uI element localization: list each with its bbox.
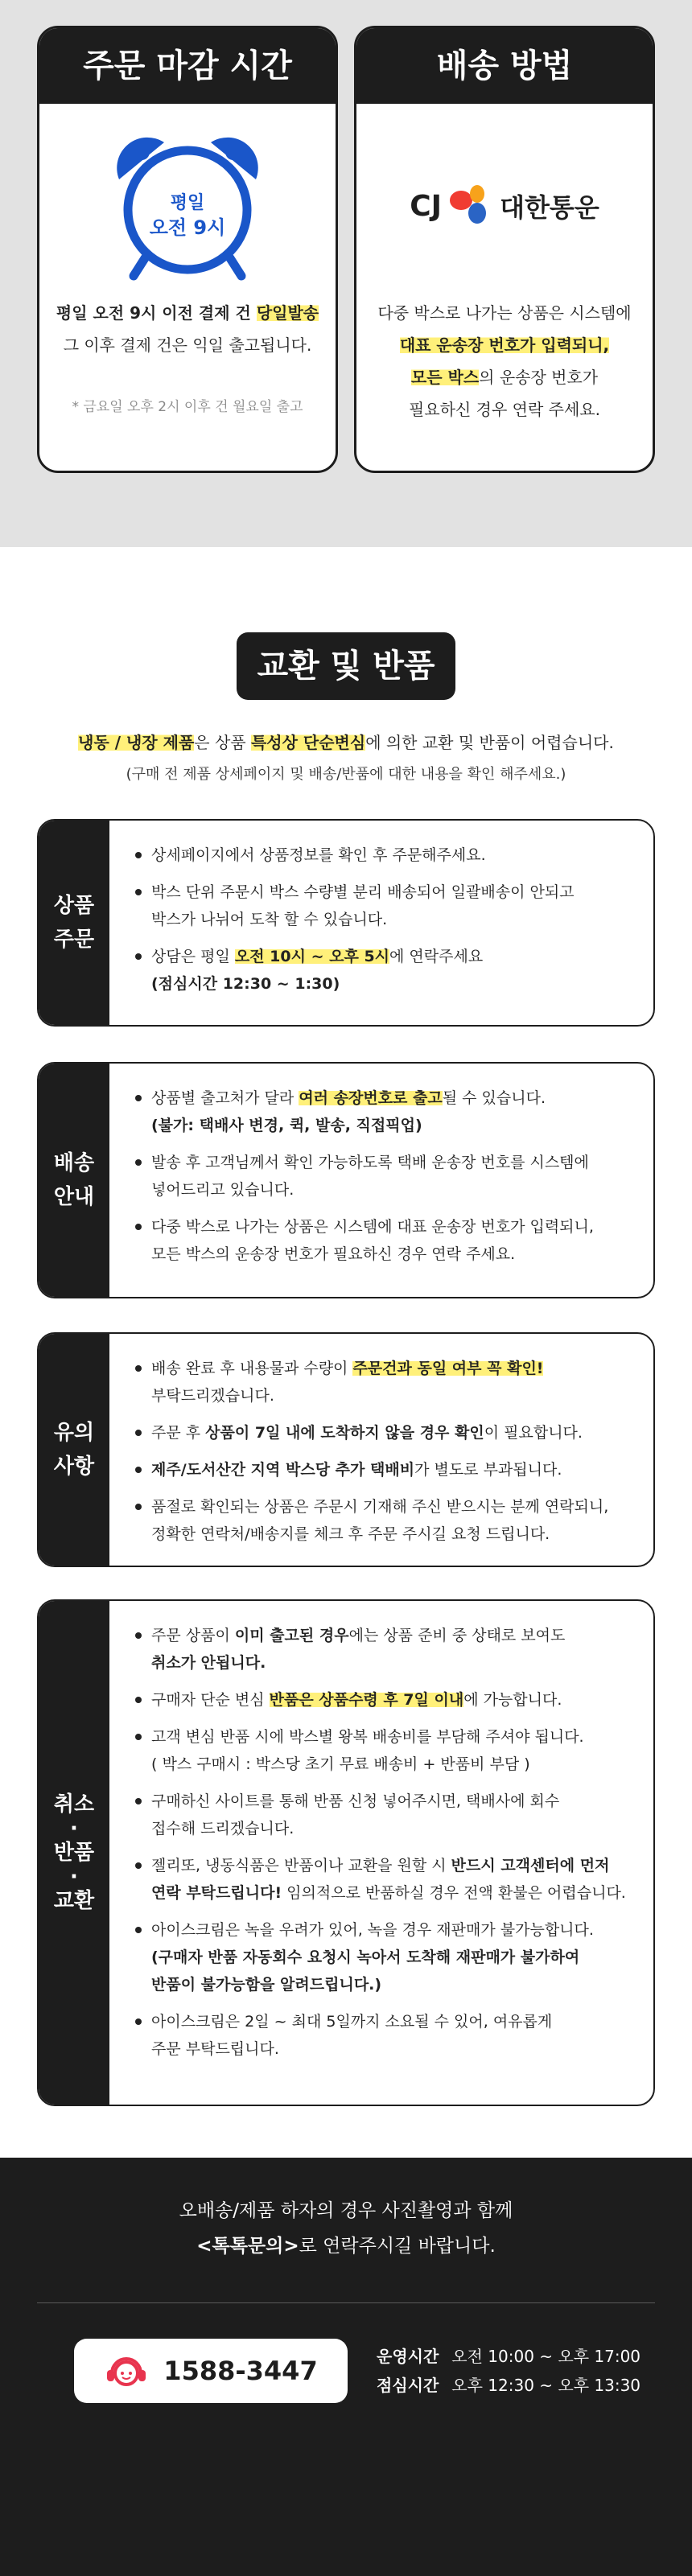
order-info-side [39, 821, 109, 1025]
exchange-lead [0, 727, 692, 758]
hours-row-2 [377, 2371, 641, 2400]
delivery-item-1-hl: 여러 송장번호로 출고 [299, 1089, 443, 1107]
hours-value-2: 오후 12:30 ~ 오후 13:30 [451, 2376, 641, 2395]
contact-footer [0, 2158, 692, 2576]
order-cutoff-line1 [39, 297, 336, 329]
shipping-line3 [356, 361, 653, 393]
delivery-item-1-b: (불가: 택배사 변경, 퀵, 발송, 직접픽업) [151, 1117, 422, 1134]
returns-item-2-pre: 구매자 단순 변심 [151, 1691, 270, 1709]
returns-item-2-hl: 반품은 상품수령 후 7일 이내 [269, 1691, 464, 1709]
cj-petal-icon [447, 183, 493, 229]
delivery-item-2a: 발송 후 고객님께서 확인 가능하도록 택배 운송장 번호를 시스템에 [151, 1154, 589, 1171]
caution-item-2-pre: 주문 후 [151, 1424, 206, 1442]
order-side-1: 상품 [53, 894, 95, 918]
exchange-title: 교환 및 반품 [237, 632, 455, 700]
returns-item-2-post: 에 가능합니다. [463, 1691, 562, 1709]
returns-side-dot2: · [70, 1865, 78, 1889]
order-item-3-pre: 상담은 평일 [151, 948, 235, 965]
caution-body [109, 1334, 653, 1566]
delivery-item-3a: 다중 박스로 나가는 상품은 시스템에 대표 운송장 번호가 입력되니, [151, 1218, 594, 1236]
order-cutoff-card [37, 26, 338, 473]
cj-logo [356, 130, 653, 282]
returns-item-5-pre: 젤리또, 냉동식품은 반품이나 교환을 원할 시 [151, 1857, 451, 1874]
delivery-item-2b: 넣어드리고 있습니다. [151, 1181, 295, 1199]
list-item [134, 1456, 629, 1483]
order-cutoff-title: 주문 마감 시간 [39, 28, 336, 104]
cj-corp-name: 대한통운 [500, 192, 599, 223]
shipping-line3-highlight: 모든 박스 [410, 368, 480, 387]
order-item-3-post: 에 연락주세요 [389, 948, 484, 965]
returns-item-4b: 접수해 드리겠습니다. [151, 1820, 295, 1837]
caution-side-2: 사항 [53, 1455, 95, 1479]
lead-end: 에 의한 교환 및 반품이 어렵습니다. [365, 733, 614, 752]
simple-change-highlight: 특성상 단순변심 [250, 733, 366, 752]
friday-note: * 금요일 오후 2시 이후 건 월요일 출고 [72, 399, 303, 415]
list-item [134, 1493, 629, 1548]
frozen-highlight: 냉동 / 냉장 제품 [78, 733, 195, 752]
lead-mid: 은 상품 [194, 733, 251, 752]
exchange-section [0, 547, 692, 2106]
returns-item-3a: 고객 변심 반품 시에 박스별 왕복 배송비를 부담해 주셔야 됩니다. [151, 1728, 584, 1746]
shipping-method-body [356, 104, 653, 426]
shipping-line1: 다중 박스로 나가는 상품은 시스템에 [377, 303, 632, 323]
caution-item-3-bold: 제주/도서산간 지역 박스당 추가 택배비 [151, 1461, 415, 1479]
returns-item-6a: 아이스크림은 녹을 우려가 있어, 녹을 경우 재판매가 불가능합니다. [151, 1921, 594, 1939]
cj-logo-letters: CJ [410, 189, 443, 223]
talktalk-inquiry: <톡톡문의> [196, 2236, 299, 2257]
list-item [134, 1852, 629, 1907]
order-cutoff-line1-text: 평일 오전 9시 이전 결제 건 [56, 303, 257, 323]
caution-item-1-hl: 주문건과 동일 여부 꼭 확인! [352, 1360, 544, 1377]
order-cutoff-line2: 그 이후 결제 건은 익일 출고됩니다. [63, 335, 312, 355]
same-day-highlight: 당일발송 [256, 303, 319, 323]
returns-side-dot1: · [70, 1817, 78, 1841]
caution-item-2-post: 이 필요합니다. [484, 1424, 583, 1442]
returns-side-2: 반품 [53, 1841, 95, 1865]
returns-item-4a: 구매하신 사이트를 통해 반품 신청 넣어주시면, 택배사에 회수 [151, 1792, 560, 1810]
returns-item-6c: 반품이 불가능함을 알려드립니다.) [151, 1976, 382, 1994]
order-item-2a: 박스 단위 주문시 박스 수량별 분리 배송되어 일괄배송이 안되고 [151, 883, 575, 901]
info-cards [37, 26, 655, 473]
list-item [134, 1686, 629, 1714]
exchange-sub: (구매 전 제품 상세페이지 및 배송/반품에 대한 내용을 확인 해주세요.) [126, 766, 566, 783]
caution-item-3-post: 가 별도로 부과됩니다. [414, 1461, 562, 1479]
returns-side [39, 1601, 109, 2105]
returns-item-5-post: 임의적으로 반품하실 경우 전액 환불은 어렵습니다. [282, 1884, 626, 1902]
shipping-line4: 필요하신 경우 연락 주세요. [409, 400, 600, 419]
list-item [134, 1723, 629, 1778]
alarm-clock-icon [39, 130, 336, 282]
returns-item-1-pre: 주문 상품이 [151, 1627, 235, 1644]
operating-hours [377, 2342, 641, 2400]
top-info-section [0, 0, 692, 547]
headset-icon [104, 2352, 149, 2389]
clock-line1: 평일 [170, 193, 205, 213]
delivery-item-1-pre: 상품별 출고처가 달라 [151, 1089, 299, 1107]
returns-box [37, 1599, 655, 2106]
hours-row-1 [377, 2342, 641, 2371]
delivery-item-1-post: 될 수 있습니다. [442, 1089, 546, 1107]
footer-msg-1: 오배송/제품 하자의 경우 사진촬영과 함께 [179, 2200, 513, 2221]
list-item [134, 879, 629, 933]
list-item [134, 1788, 629, 1842]
returns-side-3: 교환 [53, 1889, 95, 1913]
footer-msg-2 [0, 2228, 692, 2264]
returns-item-5-bold: 반드시 고객센터에 먼저 [451, 1857, 610, 1874]
order-item-3-lunch: (점심시간 12:30 ~ 1:30) [151, 975, 340, 993]
footer-contact-row [0, 2303, 692, 2403]
returns-item-6b: (구매자 반품 자동회수 요청시 녹아서 도착해 재판매가 불가하여 [151, 1948, 580, 1966]
list-item [134, 2008, 629, 2063]
returns-body [109, 1601, 653, 2105]
order-item-3-hl: 오전 10시 ~ 오후 5시 [234, 948, 390, 965]
phone-button[interactable] [74, 2339, 348, 2403]
caution-item-1-b: 부탁드리겠습니다. [151, 1387, 274, 1405]
phone-number: 1588-3447 [163, 2356, 318, 2386]
shipping-line2-highlight: 대표 운송장 번호가 입력되니, [399, 335, 610, 355]
list-item [134, 1149, 629, 1204]
caution-side-1: 유의 [53, 1421, 95, 1445]
order-info-body [109, 821, 653, 1025]
order-info-box [37, 819, 655, 1027]
exchange-title-wrap [0, 632, 692, 700]
list-item [134, 943, 629, 998]
list-item [134, 1355, 629, 1409]
caution-item-4b: 정확한 연락처/배송지를 체크 후 주문 주시길 요청 드립니다. [151, 1525, 550, 1543]
footer-message [0, 2193, 692, 2264]
list-item [134, 1084, 629, 1139]
delivery-info-side [39, 1064, 109, 1297]
delivery-side-2: 안내 [53, 1185, 95, 1209]
hours-value-1: 오전 10:00 ~ 오후 17:00 [451, 2347, 641, 2366]
footer-msg-2-rest: 로 연락주시길 바랍니다. [299, 2236, 496, 2257]
shipping-line2 [356, 329, 653, 361]
returns-item-1-b: 취소가 안됩니다. [151, 1654, 266, 1672]
delivery-item-3b: 모든 박스의 운송장 번호가 필요하신 경우 연락 주세요. [151, 1245, 516, 1263]
caution-box [37, 1332, 655, 1567]
order-item-2b: 박스가 나뉘어 도착 할 수 있습니다. [151, 911, 388, 928]
hours-label-2: 점심시간 [377, 2376, 439, 2395]
clock-line2: 오전 9시 [149, 216, 226, 239]
returns-item-1-post: 에는 상품 준비 중 상태로 보여도 [348, 1627, 566, 1644]
delivery-side-1: 배송 [53, 1151, 95, 1175]
returns-item-7b: 주문 부탁드립니다. [151, 2040, 279, 2058]
shipping-line3-rest: 의 운송장 번호가 [479, 368, 599, 387]
caution-item-4a: 품절로 확인되는 상품은 주문시 기재해 주신 받으시는 분께 연락되니, [151, 1498, 609, 1516]
caution-side [39, 1334, 109, 1566]
list-item [134, 1916, 629, 1998]
returns-item-7a: 아이스크림은 2일 ~ 최대 5일까지 소요될 수 있어, 여유롭게 [151, 2013, 553, 2031]
list-item [134, 1622, 629, 1677]
list-item [134, 1213, 629, 1268]
caution-item-2-bold: 상품이 7일 내에 도착하지 않을 경우 확인 [205, 1424, 484, 1442]
returns-item-5-bold2: 연락 부탁드립니다! [151, 1884, 282, 1902]
list-item [134, 842, 629, 869]
caution-item-1-pre: 배송 완료 후 내용물과 수량이 [151, 1360, 353, 1377]
shipping-method-card [354, 26, 655, 473]
hours-label-1: 운영시간 [377, 2347, 439, 2366]
returns-item-1-bold: 이미 출고된 경우 [234, 1627, 349, 1644]
list-item [134, 1419, 629, 1446]
delivery-info-box [37, 1062, 655, 1298]
delivery-info-body [109, 1064, 653, 1297]
shipping-method-title: 배송 방법 [356, 28, 653, 104]
order-item-1: 상세페이지에서 상품정보를 확인 후 주문해주세요. [151, 846, 486, 864]
order-side-2: 주문 [53, 928, 95, 952]
returns-side-1: 취소 [53, 1792, 95, 1817]
returns-item-3b: ( 박스 구매시 : 박스당 초기 무료 배송비 + 반품비 부담 ) [151, 1755, 530, 1773]
order-cutoff-body [39, 104, 336, 415]
